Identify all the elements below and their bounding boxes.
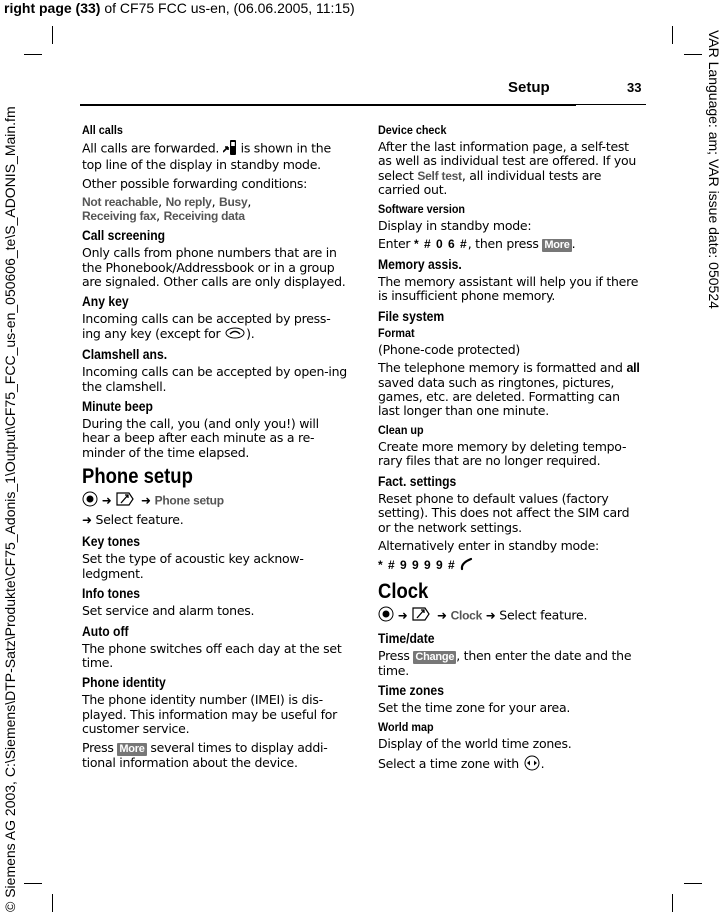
software-version-code [378, 237, 644, 252]
print-header-line [4, 0, 355, 16]
forward-conditions [82, 195, 348, 223]
text-span: The telephone memory is formatted and [378, 360, 627, 376]
heading-time-date: Time/date [378, 630, 435, 646]
text-span: . [540, 756, 545, 772]
heading-clock: Clock [378, 579, 429, 603]
forward-icon [223, 140, 237, 158]
software-version-text: Display in standby mode: [378, 217, 532, 233]
heading-any-key: Any key [82, 294, 129, 310]
minute-beep-text: During the call, you (and only you!) will hear a beep after each minute as a re-minder of the time elapsed. [82, 416, 319, 460]
reset-code: * # 9 9 9 9 # [378, 558, 456, 573]
key-tones-text: Set the type of acoustic key acknow-ledgment. [82, 551, 304, 581]
text-span: Press [378, 647, 414, 663]
crop-mark [24, 54, 42, 55]
print-header-page: right page (33) [4, 0, 101, 16]
text-span: , [247, 194, 252, 210]
heading-clean-up: Clean up [378, 422, 424, 437]
fact-settings-code [378, 557, 644, 574]
settings-menu-icon [115, 491, 137, 511]
text-span: , [158, 194, 166, 210]
left-column [82, 122, 348, 774]
page-number: 33 [627, 80, 642, 95]
arrow-icon: ➜ [397, 608, 408, 623]
forward-no-reply: No reply [165, 195, 212, 210]
text-span: . [571, 236, 576, 252]
all-calls-text-2: Other possible forwarding conditions: [82, 175, 308, 191]
heading-fact-settings: Fact. settings [378, 473, 457, 489]
text-span: , [211, 194, 220, 210]
heading-call-screening: Call screening [82, 228, 166, 244]
side-language-info: VAR Language: am; VAR issue date: 050524 [706, 30, 722, 309]
phone-identity-text-2 [82, 741, 348, 770]
any-key-text [82, 312, 348, 342]
heading-clamshell: Clamshell ans. [82, 347, 168, 363]
navigation-key-icon [378, 606, 394, 626]
change-softkey: Change [415, 650, 455, 663]
text-span: All calls are forwarded. [82, 140, 223, 156]
all-calls-text [82, 140, 348, 173]
print-header-file: of CF75 FCC us-en, (06.06.2005, 11:15) [100, 0, 355, 16]
crop-mark [672, 26, 673, 44]
arrow-icon: ➜ [437, 608, 447, 623]
side-copyright-path: © Siemens AG 2003, C:\Siemens\DTP-Satz\Produkte\CF75_Adonis_1\Output\CF75_FCC_us-en_050606_te\S_ADONIS_Main.fm [2, 106, 18, 912]
header-rule-right [576, 104, 646, 105]
world-map-text-2 [378, 755, 644, 774]
crop-mark [684, 54, 702, 55]
self-test-label: Self test [417, 168, 462, 183]
text-span: Select feature. [95, 512, 184, 528]
arrow-icon: ➜ [101, 493, 112, 508]
settings-menu-icon [411, 606, 433, 626]
arrow-icon: ➜ [82, 513, 92, 528]
fact-settings-text: Reset phone to default values (factory setting). This does not affect the SIM card or the network settings. [378, 490, 630, 535]
format-text [378, 361, 644, 419]
phone-identity-text: The phone identity number (IMEI) is dis-played. This information may be useful for customer service. [82, 692, 338, 737]
heading-minute-beep: Minute beep [82, 399, 153, 415]
crop-mark [684, 883, 702, 884]
call-screening-text: Only calls from phone numbers that are in the Phonebook/Addressbook or in a group are signaled. Other calls are only displayed. [82, 245, 346, 290]
heading-format: Format [378, 325, 415, 340]
heading-auto-off: Auto off [82, 623, 129, 639]
text-span: saved data such as ringtones, pictures, games, etc. are deleted. Formatting can last longer than one minute. [378, 374, 620, 419]
text-span: Enter [378, 236, 415, 252]
navigation-key-icon [82, 491, 98, 511]
phone-setup-nav [82, 491, 348, 529]
text-span: , then press [467, 236, 543, 252]
left-right-nav-icon [523, 755, 541, 774]
heading-file-system: File system [378, 308, 445, 324]
heading-software-version: Software version [378, 201, 466, 216]
device-check-text [378, 140, 644, 198]
heading-phone-setup: Phone setup [82, 465, 193, 489]
time-zones-text: Set the time zone for your area. [378, 700, 571, 716]
heading-all-calls: All calls [82, 123, 123, 137]
text-span: is shown in the top line of the display in standby mode. [82, 140, 331, 173]
text-span: Select a time zone with [378, 756, 523, 772]
heading-key-tones: Key tones [82, 534, 141, 550]
more-softkey: More [544, 239, 570, 252]
fact-settings-text-2: Alternatively enter in standby mode: [378, 537, 600, 553]
time-date-text [378, 649, 644, 678]
nav-item-phone-setup: Phone setup [154, 493, 224, 508]
info-tones-text: Set service and alarm tones. [82, 603, 255, 619]
crop-mark [52, 26, 53, 44]
clamshell-text: Incoming calls can be accepted by open-ing the clamshell. [82, 364, 347, 394]
heading-phone-identity: Phone identity [82, 675, 166, 691]
clean-up-text: Create more memory by deleting tempo-rary files that are no longer required. [378, 438, 627, 469]
header-rule [80, 104, 576, 106]
auto-off-text: The phone switches off each day at the set time. [82, 640, 342, 670]
end-call-key-icon [224, 327, 246, 342]
crop-mark [672, 894, 673, 912]
heading-device-check: Device check [378, 123, 447, 137]
heading-world-map: World map [378, 719, 434, 734]
text-span: Incoming calls can be accepted by press-ing any key (except for [82, 311, 331, 342]
heading-info-tones: Info tones [82, 586, 141, 602]
forward-receiving-data: Receiving data [163, 209, 245, 224]
clock-nav [378, 606, 644, 626]
memory-assis-text: The memory assistant will help you if there is insufficient phone memory. [378, 274, 639, 304]
crop-mark [24, 883, 42, 884]
arrow-icon: ➜ [141, 493, 151, 508]
arrow-icon: ➜ [485, 608, 496, 623]
forward-receiving-fax: Receiving fax [82, 209, 157, 224]
text-span: After the last information page, a self-test as well as individual test are offered. If you select [378, 139, 637, 183]
text-span: several times to display addi-tional information about the device. [82, 739, 328, 770]
nav-item-clock: Clock [450, 608, 482, 623]
heading-time-zones: Time zones [378, 683, 444, 699]
text-span: Select feature. [499, 607, 588, 623]
text-span: Press [82, 739, 118, 755]
text-span: , all individual tests are carried out. [378, 167, 602, 198]
format-protected-text: (Phone-code protected) [378, 341, 521, 357]
more-softkey: More [119, 742, 145, 755]
crop-mark [52, 894, 53, 912]
call-key-icon [459, 557, 475, 574]
forward-busy: Busy [219, 195, 248, 210]
page-section-title: Setup [508, 79, 550, 96]
forward-not-reachable: Not reachable [82, 195, 159, 210]
text-span: ). [246, 326, 255, 342]
heading-memory-assis: Memory assis. [378, 257, 462, 273]
world-map-text: Display of the world time zones. [378, 735, 572, 751]
all-label: all [626, 361, 640, 376]
right-column [378, 122, 644, 778]
text-span: , [156, 208, 164, 224]
imei-code: * # 0 6 # [414, 237, 468, 252]
text-span: , then enter the date and the time. [378, 647, 632, 678]
